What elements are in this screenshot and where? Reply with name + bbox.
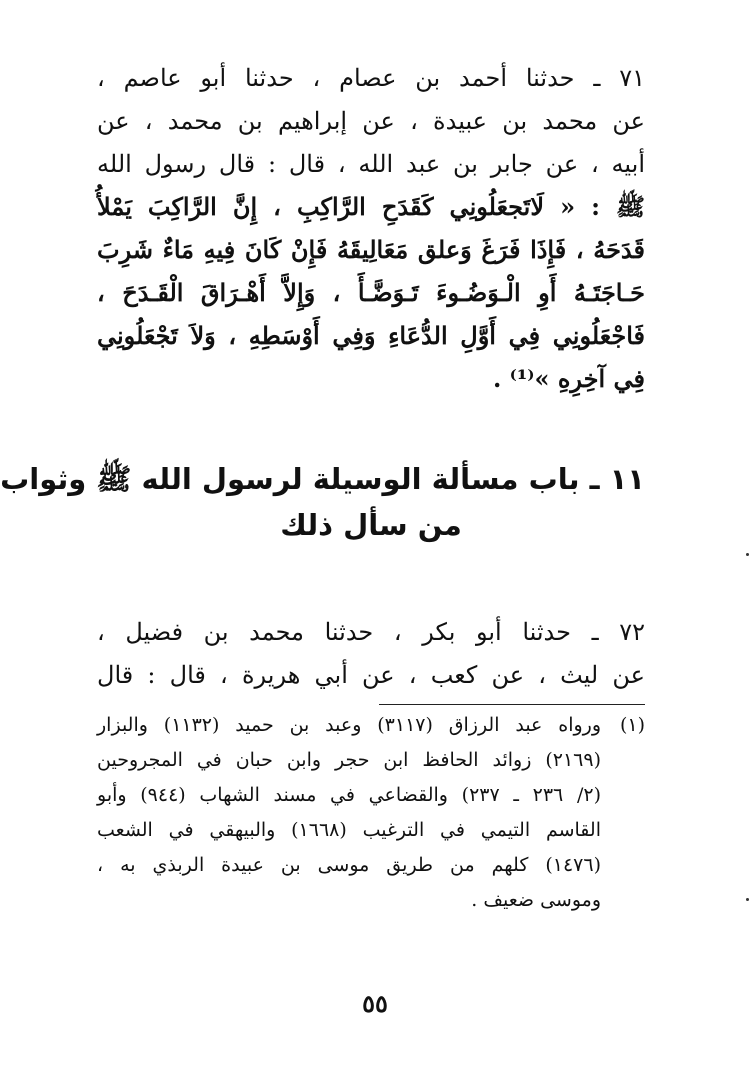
footnote-separator	[379, 704, 645, 705]
footnote-text: (٢١٦٩) زوائد الحافظ ابن حجر وابن حبان في المجروحين	[97, 749, 601, 771]
footnote-text: (١٤٧٦) كلهم من طريق موسى بن عبيدة الربذي به ،	[97, 854, 601, 876]
hadith-71-line-1: ٧١ ـ حدثنا أحمد بن عصام ، حدثنا أبو عاصم ،	[97, 64, 645, 92]
footnote-text: ورواه عبد الرزاق (٣١١٧) وعبد بن حميد (١١٣٢) والبزار	[97, 714, 601, 736]
hadith-71-line-7: فَاجْعَلُونِي فِي أَوَّلِ الدُّعَاءِ وَفِي أَوْسَطِهِ ، وَلاَ تَجْعَلُونِي	[97, 321, 645, 350]
book-page	[1, 0, 749, 1079]
footnote-marker: (١)	[619, 714, 645, 736]
hadith-71-line-4: ﷺ : « لَاتَجعَلُونِي كَقَدَحِ الرَّاكِبِ ، إِنَّ الرَّاكِبَ يَمْلأُ	[97, 192, 645, 221]
footnote-line-2	[97, 743, 645, 778]
chapter-title-line-1: ١١ ـ باب مسألة الوسيلة لرسول الله ﷺ وثواب	[0, 462, 645, 496]
hadith-72-line-1: ٧٢ ـ حدثنا أبو بكر ، حدثنا محمد بن فضيل ،	[97, 618, 645, 646]
footnote-line-5	[97, 848, 645, 883]
footnote-line-1	[97, 708, 645, 743]
hadith-71-line-3: أبيه ، عن جابر بن عبد الله ، قال : قال رسول الله	[97, 150, 645, 178]
footnote-text: القاسم التيمي في الترغيب (١٦٦٨) والبيهقي في الشعب	[97, 819, 601, 841]
hadith-72-line-2: عن ليث ، عن كعب ، عن أبي هريرة ، قال : قال	[97, 661, 645, 689]
page-number: ٥٥	[362, 989, 388, 1018]
hadith-71-line-8: فِي آخِرِهِ »⁽¹⁾ .	[492, 364, 645, 393]
hadith-71-line-2: عن محمد بن عبيدة ، عن إبراهيم بن محمد ، عن	[97, 107, 645, 135]
hadith-71-line-5: قَدَحَهُ ، فَإِذَا فَرَغَ وَعلق مَعَالِيقَهُ فَإِنْ كَانَ فِيهِ مَاءٌ شَرِبَ	[97, 235, 645, 264]
footnote-line-6	[97, 883, 645, 918]
chapter-title-line-2: من سأل ذلك	[280, 508, 462, 542]
footnote-text: (٢/ ٢٣٦ ـ ٢٣٧) والقضاعي في مسند الشهاب (٩٤٤) وأبو	[97, 784, 601, 806]
footnote-text: وموسى ضعيف .	[471, 889, 601, 911]
footnote-line-3	[97, 778, 645, 813]
footnote-line-4	[97, 813, 645, 848]
hadith-71-line-6: حَـاجَتَـهُ أَوِ الْـوَضُـوءَ تَـوَضَّـأَ ، وَإِلاَّ أَهْـرَاقَ الْقَـدَحَ ،	[97, 278, 645, 307]
